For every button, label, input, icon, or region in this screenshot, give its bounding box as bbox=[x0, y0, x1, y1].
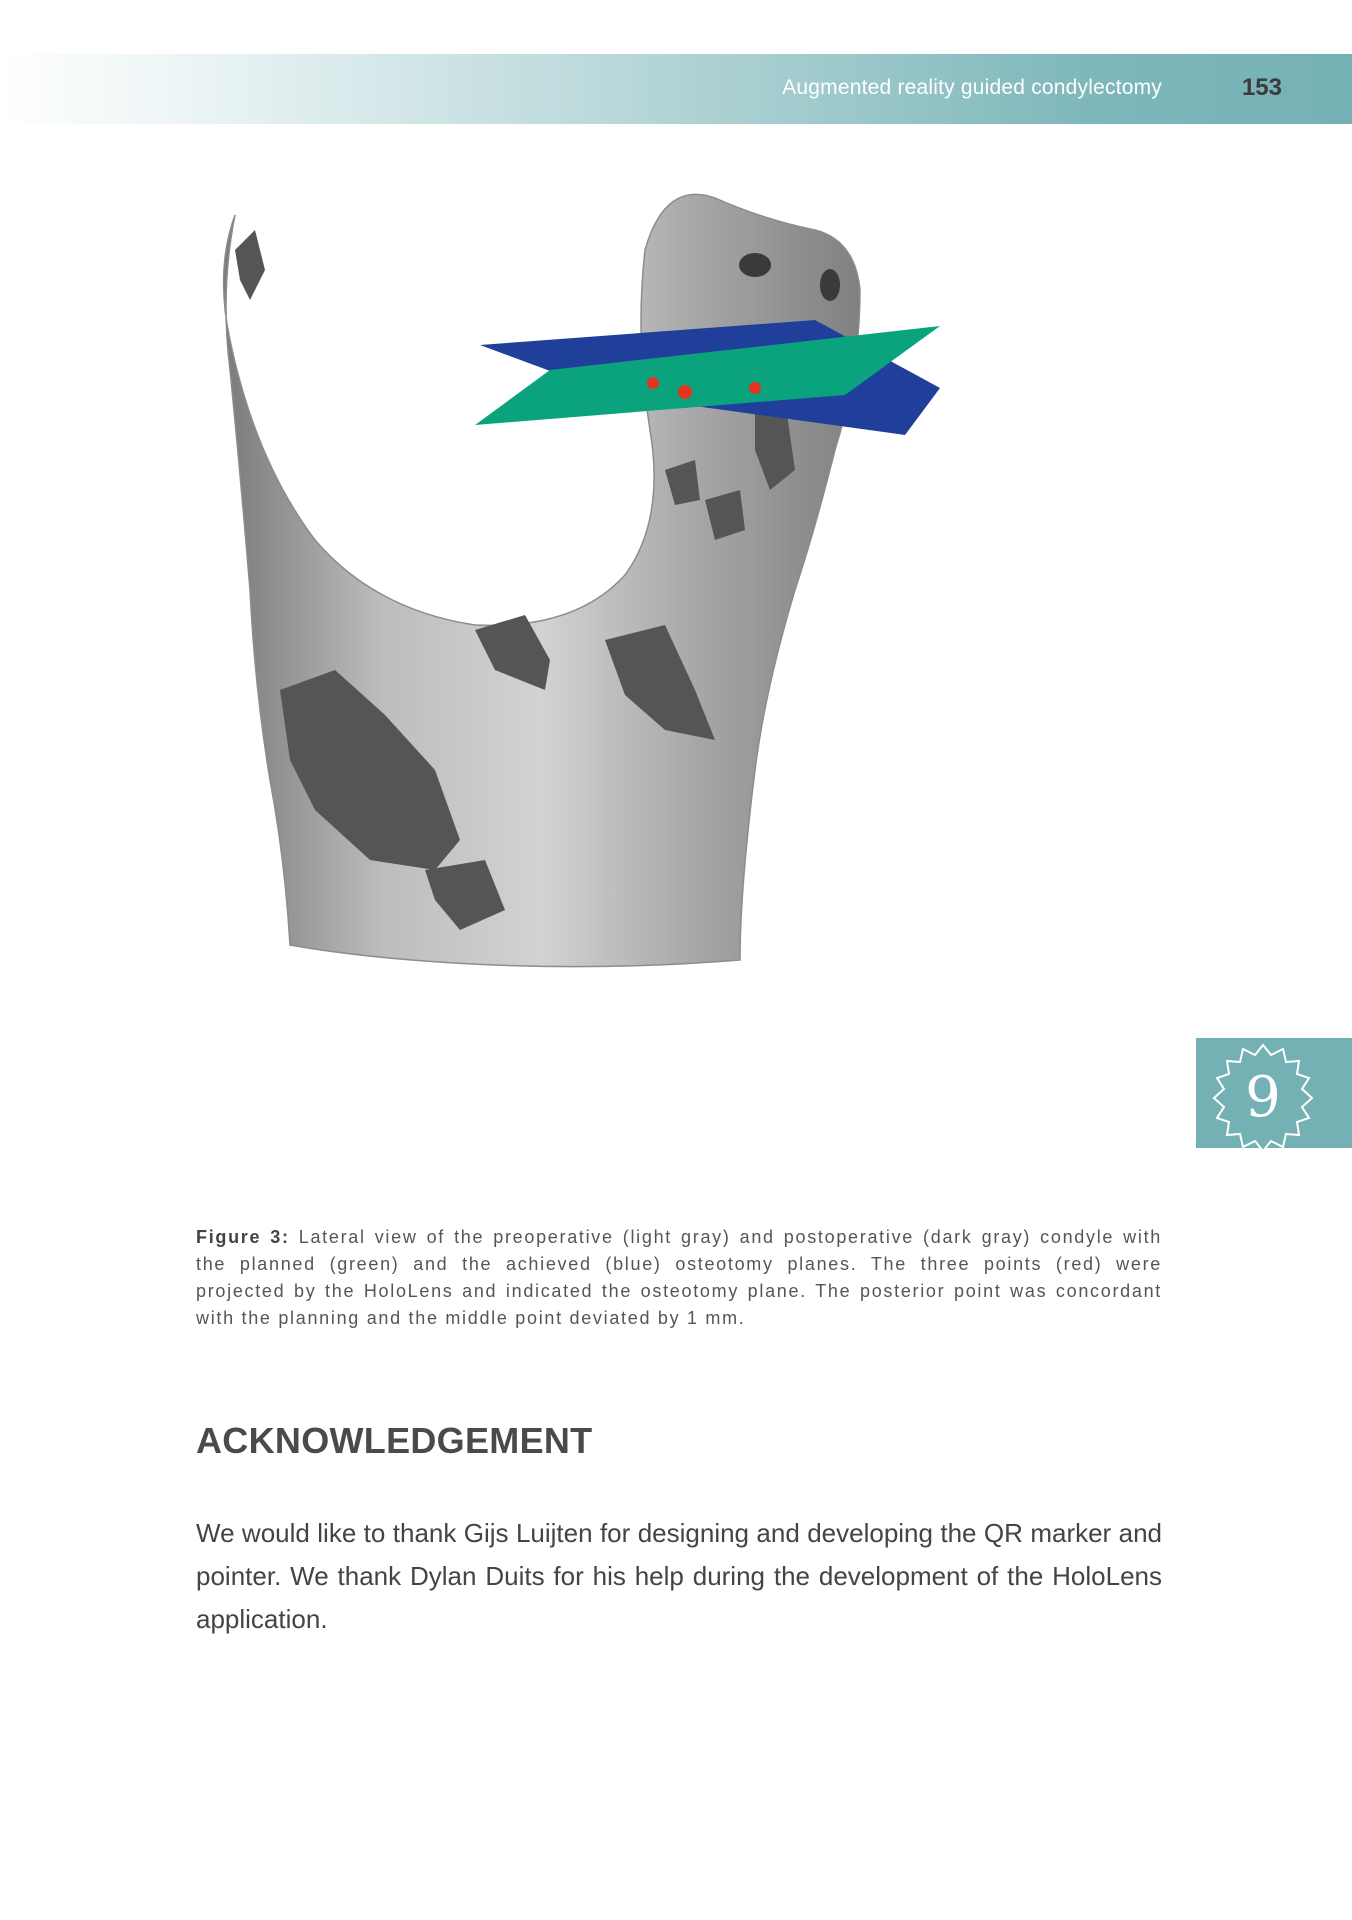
figure-label: Figure 3: bbox=[196, 1227, 290, 1247]
preoperative-condyle bbox=[224, 194, 860, 966]
projected-point bbox=[749, 382, 761, 394]
running-title: Augmented reality guided condylectomy bbox=[782, 76, 1162, 99]
condyle-3d-figure bbox=[195, 170, 1155, 1200]
condyle-hole bbox=[739, 253, 771, 277]
acknowledgement-body: We would like to thank Gijs Luijten for designing and developing the QR marker and pointer. We thank Dylan Duits for his help during the development of the HoloLens application. bbox=[196, 1518, 1162, 1634]
chapter-number: 9 bbox=[1245, 1065, 1281, 1130]
section-heading: ACKNOWLEDGEMENT bbox=[196, 1420, 593, 1461]
figure-caption bbox=[196, 1224, 1162, 1332]
projected-point bbox=[647, 377, 659, 389]
condyle-hole bbox=[820, 269, 840, 301]
postoperative-patch bbox=[235, 230, 265, 300]
figure-caption-text: Lateral view of the preoperative (light gray) and postoperative (dark gray) condyle with the planned (green) and the achieved (blue) osteotomy planes. The three points (red) were projected by the HoloLens and indicated the osteotomy plane. The posterior point was concordant with the planning and the middle point deviated by 1 mm. bbox=[196, 1227, 1162, 1328]
page-number: 153 bbox=[1241, 74, 1282, 101]
projected-point bbox=[678, 385, 692, 399]
